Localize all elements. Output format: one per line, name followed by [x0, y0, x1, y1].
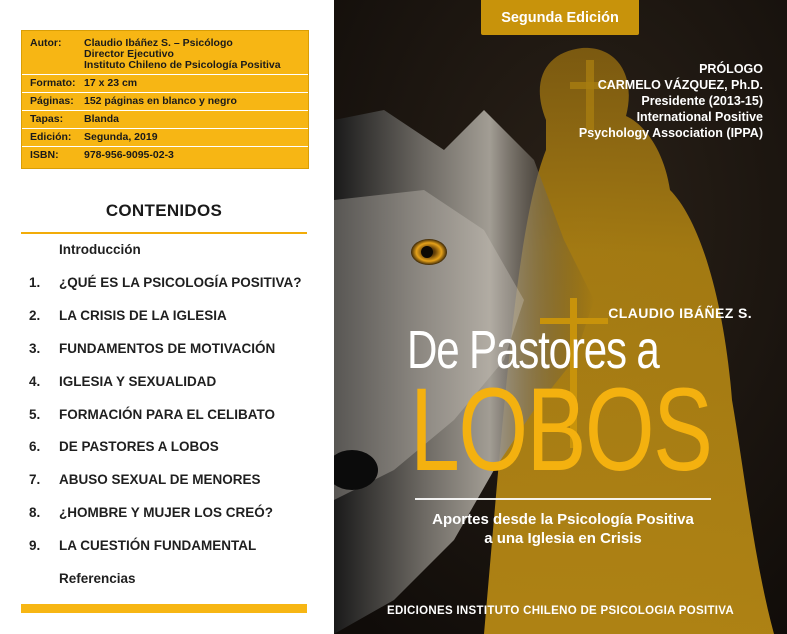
bottom-accent-bar	[21, 604, 307, 613]
info-row-author	[22, 35, 308, 75]
toc-text: DE PASTORES A LOBOS	[59, 439, 219, 454]
info-value: 152 páginas en blanco y negro	[84, 95, 237, 107]
toc-item-5[interactable]	[21, 407, 311, 431]
info-value: Segunda, 2019	[84, 131, 158, 143]
info-value: 978-956-9095-02-3	[84, 149, 174, 161]
toc-number: 3.	[29, 341, 41, 356]
toc-text: LA CRISIS DE LA IGLESIA	[59, 308, 227, 323]
toc-text: ¿HOMBRE Y MUJER LOS CREÓ?	[59, 505, 274, 520]
toc-number: 6.	[29, 439, 41, 454]
toc-text: Referencias	[59, 571, 136, 586]
cover-title-line2: LOBOS	[410, 364, 712, 496]
toc-item-9[interactable]	[21, 538, 311, 562]
toc-item-6[interactable]	[21, 439, 311, 463]
cover-title-line1: De Pastores a	[407, 320, 659, 380]
book-cover	[334, 0, 787, 634]
cover-publisher: EDICIONES INSTITUTO CHILENO DE PSICOLOGIA POSITIVA	[386, 605, 735, 617]
toc-item-2[interactable]	[21, 308, 311, 332]
book-info-box	[21, 30, 309, 169]
toc-number: 8.	[29, 505, 41, 520]
toc-item-7[interactable]	[21, 472, 311, 496]
toc-number: 1.	[29, 275, 41, 290]
info-row-edition	[22, 129, 308, 147]
subtitle-divider	[415, 498, 711, 500]
toc-text: IGLESIA Y SEXUALIDAD	[59, 374, 217, 389]
info-label: Tapas:	[30, 113, 64, 125]
toc-text: FUNDAMENTOS DE MOTIVACIÓN	[59, 341, 276, 356]
toc-item-1[interactable]	[21, 275, 311, 299]
toc-item-8[interactable]	[21, 505, 311, 529]
toc-text: Introducción	[59, 242, 141, 257]
prologue-line: PRÓLOGO	[699, 62, 763, 76]
toc-text: ¿QUÉ ES LA PSICOLOGÍA POSITIVA?	[59, 275, 302, 290]
info-label: Formato:	[30, 77, 76, 89]
prologue-line: CARMELO VÁZQUEZ, Ph.D.	[597, 78, 763, 92]
contents-title: CONTENIDOS	[105, 201, 223, 220]
info-row-format	[22, 75, 308, 93]
prologue-credit	[579, 61, 763, 141]
info-row-covers	[22, 111, 308, 129]
info-value: 17 x 23 cm	[84, 77, 138, 89]
contents-divider	[21, 232, 307, 234]
toc-text: LA CUESTIÓN FUNDAMENTAL	[59, 538, 257, 553]
subtitle-line: Aportes desde la Psicología Positiva	[432, 511, 694, 528]
toc-item-introduction[interactable]	[21, 242, 311, 266]
info-label: Edición:	[30, 131, 72, 143]
prologue-line: Psychology Association (IPPA)	[578, 126, 763, 140]
toc-item-3[interactable]	[21, 341, 311, 365]
toc-text: FORMACIÓN PARA EL CELIBATO	[59, 407, 275, 422]
toc-number: 7.	[29, 472, 41, 487]
info-label: ISBN:	[30, 149, 59, 161]
toc-number: 4.	[29, 374, 41, 389]
info-value: Blanda	[84, 113, 120, 125]
toc-number: 2.	[29, 308, 41, 323]
subtitle-line: a una Iglesia en Crisis	[484, 530, 642, 547]
left-panel	[0, 0, 334, 634]
cover-author: CLAUDIO IBÁÑEZ S.	[608, 305, 752, 321]
toc-number: 5.	[29, 407, 41, 422]
info-label: Autor:	[30, 37, 62, 49]
toc-text: ABUSO SEXUAL DE MENORES	[59, 472, 261, 487]
toc-item-references[interactable]	[21, 571, 311, 595]
info-row-pages	[22, 93, 308, 111]
prologue-line: Presidente (2013-15)	[641, 94, 763, 108]
toc-item-4[interactable]	[21, 374, 311, 398]
toc-number: 9.	[29, 538, 41, 553]
prologue-line: International Positive	[636, 110, 763, 124]
info-label: Páginas:	[30, 95, 74, 107]
info-value: Claudio Ibáñez S. – Psicólogo Director Ejecutivo Instituto Chileno de Psicología Positiva	[84, 37, 281, 71]
edition-badge: Segunda Edición	[481, 0, 639, 35]
info-row-isbn	[22, 147, 308, 164]
cover-subtitle	[414, 510, 712, 548]
